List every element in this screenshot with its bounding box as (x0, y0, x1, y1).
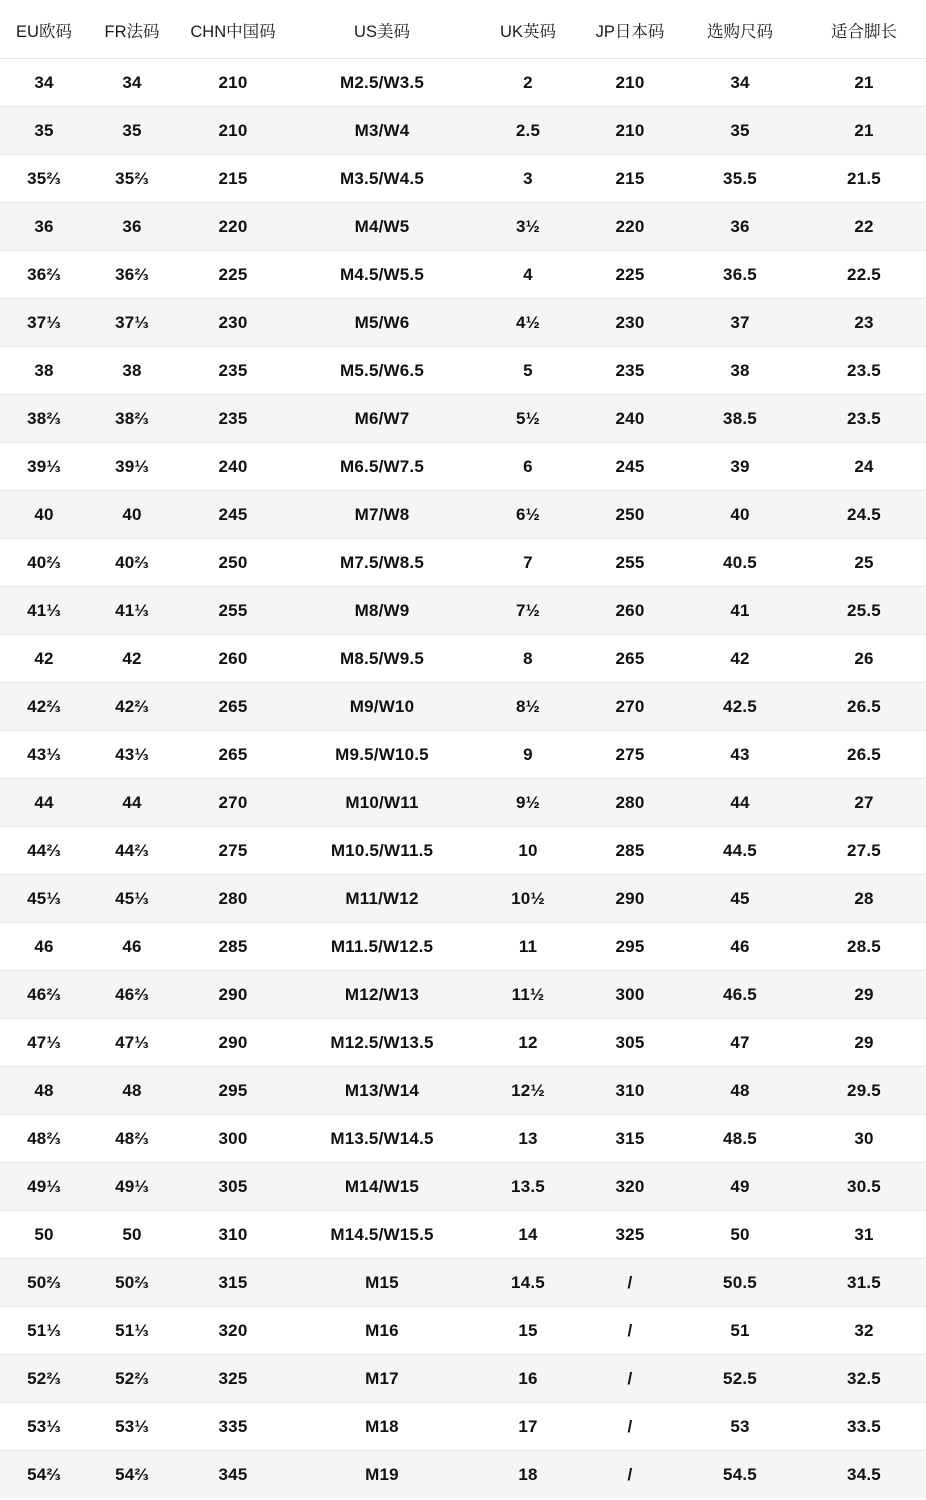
table-cell: 47 (678, 1019, 802, 1067)
table-cell: 21.5 (802, 155, 926, 203)
table-cell: 14.5 (474, 1259, 582, 1307)
table-cell: 40⅔ (88, 539, 176, 587)
table-cell: / (582, 1355, 678, 1403)
table-cell: 12½ (474, 1067, 582, 1115)
table-cell: 270 (582, 683, 678, 731)
table-row (0, 1211, 926, 1259)
table-cell: M9.5/W10.5 (290, 731, 474, 779)
table-cell: 4 (474, 251, 582, 299)
table-cell: 34.5 (802, 1451, 926, 1499)
table-cell: 245 (582, 443, 678, 491)
table-cell: 215 (582, 155, 678, 203)
table-cell: 36⅔ (0, 251, 88, 299)
table-cell: 315 (176, 1259, 290, 1307)
table-cell: 53 (678, 1403, 802, 1451)
table-cell: 50 (0, 1211, 88, 1259)
table-cell: 41⅓ (88, 587, 176, 635)
column-header-jp: JP日本码 (582, 0, 678, 59)
table-cell: 24 (802, 443, 926, 491)
table-cell: 34 (0, 59, 88, 107)
table-row (0, 923, 926, 971)
table-cell: 4½ (474, 299, 582, 347)
table-cell: M4/W5 (290, 203, 474, 251)
table-cell: 54⅔ (88, 1451, 176, 1499)
table-cell: 30.5 (802, 1163, 926, 1211)
table-cell: 325 (582, 1211, 678, 1259)
table-cell: 210 (176, 59, 290, 107)
table-cell: M13.5/W14.5 (290, 1115, 474, 1163)
table-cell: 250 (582, 491, 678, 539)
table-cell: 35⅔ (0, 155, 88, 203)
table-cell: 225 (176, 251, 290, 299)
table-cell: 34 (88, 59, 176, 107)
table-cell: M3.5/W4.5 (290, 155, 474, 203)
table-row (0, 251, 926, 299)
table-cell: 50⅔ (88, 1259, 176, 1307)
table-cell: 39 (678, 443, 802, 491)
table-row (0, 491, 926, 539)
table-cell: M12/W13 (290, 971, 474, 1019)
table-cell: / (582, 1403, 678, 1451)
table-cell: 44⅔ (0, 827, 88, 875)
table-row (0, 827, 926, 875)
table-cell: 40.5 (678, 539, 802, 587)
table-cell: 13.5 (474, 1163, 582, 1211)
table-cell: 44⅔ (88, 827, 176, 875)
table-cell: 3½ (474, 203, 582, 251)
table-cell: 48 (88, 1067, 176, 1115)
table-cell: 270 (176, 779, 290, 827)
table-cell: 30 (802, 1115, 926, 1163)
table-cell: 5 (474, 347, 582, 395)
table-cell: 35⅔ (88, 155, 176, 203)
table-row (0, 203, 926, 251)
table-row (0, 779, 926, 827)
table-cell: 52⅔ (88, 1355, 176, 1403)
table-cell: 22.5 (802, 251, 926, 299)
table-cell: 23.5 (802, 395, 926, 443)
table-cell: 48⅔ (0, 1115, 88, 1163)
table-cell: 50⅔ (0, 1259, 88, 1307)
table-row (0, 635, 926, 683)
table-cell: / (582, 1451, 678, 1499)
table-cell: 48 (678, 1067, 802, 1115)
table-cell: 210 (176, 107, 290, 155)
table-cell: 210 (582, 107, 678, 155)
table-row (0, 1163, 926, 1211)
table-cell: 37⅓ (0, 299, 88, 347)
table-cell: 305 (582, 1019, 678, 1067)
table-row (0, 731, 926, 779)
table-cell: 42 (678, 635, 802, 683)
table-cell: 310 (176, 1211, 290, 1259)
table-cell: M17 (290, 1355, 474, 1403)
column-header-foot: 适合脚长 (802, 0, 926, 59)
table-cell: M5/W6 (290, 299, 474, 347)
table-cell: 43⅓ (88, 731, 176, 779)
table-cell: 230 (582, 299, 678, 347)
table-cell: 5½ (474, 395, 582, 443)
table-cell: 45 (678, 875, 802, 923)
table-cell: M4.5/W5.5 (290, 251, 474, 299)
table-cell: 26 (802, 635, 926, 683)
table-cell: 38.5 (678, 395, 802, 443)
table-cell: 26.5 (802, 731, 926, 779)
table-row (0, 299, 926, 347)
table-cell: 11 (474, 923, 582, 971)
table-cell: M11/W12 (290, 875, 474, 923)
table-cell: 46 (0, 923, 88, 971)
table-cell: 42 (88, 635, 176, 683)
table-cell: 47⅓ (0, 1019, 88, 1067)
table-cell: 39⅓ (0, 443, 88, 491)
table-header (0, 0, 926, 59)
table-cell: 28.5 (802, 923, 926, 971)
column-header-pick: 选购尺码 (678, 0, 802, 59)
table-cell: 9½ (474, 779, 582, 827)
table-cell: 215 (176, 155, 290, 203)
table-cell: 10 (474, 827, 582, 875)
table-cell: 8 (474, 635, 582, 683)
table-cell: 9 (474, 731, 582, 779)
table-cell: 275 (582, 731, 678, 779)
table-cell: 54.5 (678, 1451, 802, 1499)
table-row (0, 347, 926, 395)
table-cell: 21 (802, 59, 926, 107)
table-cell: 36 (678, 203, 802, 251)
table-cell: 18 (474, 1451, 582, 1499)
table-cell: 42 (0, 635, 88, 683)
table-cell: 40 (88, 491, 176, 539)
table-cell: 295 (176, 1067, 290, 1115)
table-cell: 345 (176, 1451, 290, 1499)
table-cell: 51 (678, 1307, 802, 1355)
table-cell: 42.5 (678, 683, 802, 731)
table-cell: 38⅔ (0, 395, 88, 443)
table-cell: 6½ (474, 491, 582, 539)
table-cell: 265 (582, 635, 678, 683)
table-cell: M13/W14 (290, 1067, 474, 1115)
table-cell: M14.5/W15.5 (290, 1211, 474, 1259)
table-row (0, 395, 926, 443)
table-cell: 250 (176, 539, 290, 587)
table-cell: 8½ (474, 683, 582, 731)
table-cell: 230 (176, 299, 290, 347)
table-cell: 31.5 (802, 1259, 926, 1307)
table-cell: 17 (474, 1403, 582, 1451)
table-cell: 7½ (474, 587, 582, 635)
table-cell: 235 (176, 395, 290, 443)
table-cell: 25.5 (802, 587, 926, 635)
table-cell: 310 (582, 1067, 678, 1115)
table-cell: 50 (678, 1211, 802, 1259)
table-cell: 46 (678, 923, 802, 971)
table-cell: 44 (0, 779, 88, 827)
table-cell: M9/W10 (290, 683, 474, 731)
table-cell: 35 (88, 107, 176, 155)
table-cell: 45⅓ (0, 875, 88, 923)
table-cell: 24.5 (802, 491, 926, 539)
table-cell: 3 (474, 155, 582, 203)
table-cell: 290 (582, 875, 678, 923)
table-cell: 265 (176, 731, 290, 779)
table-row (0, 1067, 926, 1115)
table-row (0, 683, 926, 731)
table-cell: M7/W8 (290, 491, 474, 539)
table-cell: M10/W11 (290, 779, 474, 827)
table-cell: 220 (582, 203, 678, 251)
table-body (0, 59, 926, 1499)
table-cell: 255 (176, 587, 290, 635)
table-cell: 48⅔ (88, 1115, 176, 1163)
table-cell: 320 (176, 1307, 290, 1355)
table-cell: 52⅔ (0, 1355, 88, 1403)
table-cell: 280 (582, 779, 678, 827)
table-cell: 325 (176, 1355, 290, 1403)
table-cell: 33.5 (802, 1403, 926, 1451)
table-cell: M16 (290, 1307, 474, 1355)
table-cell: 29 (802, 971, 926, 1019)
table-cell: 12 (474, 1019, 582, 1067)
table-cell: 255 (582, 539, 678, 587)
table-cell: 53⅓ (0, 1403, 88, 1451)
table-cell: 320 (582, 1163, 678, 1211)
table-cell: M10.5/W11.5 (290, 827, 474, 875)
table-row (0, 1451, 926, 1499)
table-cell: 43⅓ (0, 731, 88, 779)
table-cell: 46 (88, 923, 176, 971)
table-cell: 44 (678, 779, 802, 827)
table-cell: 49⅓ (0, 1163, 88, 1211)
table-cell: 50.5 (678, 1259, 802, 1307)
table-cell: 235 (176, 347, 290, 395)
table-cell: 46⅔ (88, 971, 176, 1019)
table-cell: M18 (290, 1403, 474, 1451)
table-row (0, 875, 926, 923)
table-cell: 23 (802, 299, 926, 347)
column-header-us: US美码 (290, 0, 474, 59)
table-cell: 210 (582, 59, 678, 107)
table-cell: 49⅓ (88, 1163, 176, 1211)
table-cell: 280 (176, 875, 290, 923)
table-cell: M3/W4 (290, 107, 474, 155)
table-cell: 40 (0, 491, 88, 539)
table-cell: 38 (88, 347, 176, 395)
column-header-eu: EU欧码 (0, 0, 88, 59)
table-cell: 315 (582, 1115, 678, 1163)
table-row (0, 971, 926, 1019)
table-cell: 40 (678, 491, 802, 539)
table-cell: 35 (678, 107, 802, 155)
table-cell: 36.5 (678, 251, 802, 299)
table-cell: 47⅓ (88, 1019, 176, 1067)
table-row (0, 59, 926, 107)
table-row (0, 587, 926, 635)
table-cell: M19 (290, 1451, 474, 1499)
table-cell: 7 (474, 539, 582, 587)
table-cell: 285 (582, 827, 678, 875)
table-cell: 38 (678, 347, 802, 395)
table-row (0, 1403, 926, 1451)
table-cell: 27 (802, 779, 926, 827)
table-cell: 235 (582, 347, 678, 395)
table-cell: 49 (678, 1163, 802, 1211)
table-cell: 29.5 (802, 1067, 926, 1115)
table-cell: 41 (678, 587, 802, 635)
table-cell: 300 (582, 971, 678, 1019)
table-cell: 37 (678, 299, 802, 347)
table-row (0, 1355, 926, 1403)
table-cell: 26.5 (802, 683, 926, 731)
table-cell: 27.5 (802, 827, 926, 875)
table-cell: 21 (802, 107, 926, 155)
table-row (0, 107, 926, 155)
table-cell: 25 (802, 539, 926, 587)
table-cell: 2.5 (474, 107, 582, 155)
table-cell: M5.5/W6.5 (290, 347, 474, 395)
table-cell: 40⅔ (0, 539, 88, 587)
table-cell: 35 (0, 107, 88, 155)
table-cell: 44.5 (678, 827, 802, 875)
table-cell: M12.5/W13.5 (290, 1019, 474, 1067)
table-row (0, 1307, 926, 1355)
table-cell: 54⅔ (0, 1451, 88, 1499)
table-cell: 32 (802, 1307, 926, 1355)
table-row (0, 1259, 926, 1307)
table-cell: 51⅓ (0, 1307, 88, 1355)
table-cell: 22 (802, 203, 926, 251)
table-cell: 48.5 (678, 1115, 802, 1163)
table-cell: 305 (176, 1163, 290, 1211)
table-row (0, 155, 926, 203)
column-header-chn: CHN中国码 (176, 0, 290, 59)
column-header-fr: FR法码 (88, 0, 176, 59)
table-cell: 41⅓ (0, 587, 88, 635)
column-header-uk: UK英码 (474, 0, 582, 59)
table-cell: 50 (88, 1211, 176, 1259)
table-cell: 6 (474, 443, 582, 491)
table-cell: 275 (176, 827, 290, 875)
table-cell: 37⅓ (88, 299, 176, 347)
table-cell: M6.5/W7.5 (290, 443, 474, 491)
table-cell: 39⅓ (88, 443, 176, 491)
table-cell: 45⅓ (88, 875, 176, 923)
table-cell: 295 (582, 923, 678, 971)
table-cell: 2 (474, 59, 582, 107)
table-cell: 46⅔ (0, 971, 88, 1019)
table-cell: M8.5/W9.5 (290, 635, 474, 683)
table-cell: 11½ (474, 971, 582, 1019)
table-cell: 10½ (474, 875, 582, 923)
table-cell: M11.5/W12.5 (290, 923, 474, 971)
table-cell: 240 (176, 443, 290, 491)
table-cell: M7.5/W8.5 (290, 539, 474, 587)
table-cell: 36 (0, 203, 88, 251)
table-cell: 300 (176, 1115, 290, 1163)
table-cell: / (582, 1307, 678, 1355)
table-row (0, 539, 926, 587)
table-cell: 260 (176, 635, 290, 683)
table-cell: 245 (176, 491, 290, 539)
table-cell: 42⅔ (0, 683, 88, 731)
table-cell: 38 (0, 347, 88, 395)
table-cell: 48 (0, 1067, 88, 1115)
table-cell: M2.5/W3.5 (290, 59, 474, 107)
table-cell: 290 (176, 971, 290, 1019)
table-row (0, 443, 926, 491)
table-cell: 31 (802, 1211, 926, 1259)
table-cell: 16 (474, 1355, 582, 1403)
table-cell: 36 (88, 203, 176, 251)
table-cell: 14 (474, 1211, 582, 1259)
table-row (0, 1019, 926, 1067)
table-cell: 220 (176, 203, 290, 251)
table-cell: M15 (290, 1259, 474, 1307)
table-cell: 260 (582, 587, 678, 635)
table-cell: M8/W9 (290, 587, 474, 635)
table-row (0, 1115, 926, 1163)
header-row (0, 0, 926, 59)
table-cell: / (582, 1259, 678, 1307)
table-cell: 265 (176, 683, 290, 731)
table-cell: 13 (474, 1115, 582, 1163)
table-cell: 15 (474, 1307, 582, 1355)
table-cell: 36⅔ (88, 251, 176, 299)
table-cell: 290 (176, 1019, 290, 1067)
table-cell: 38⅔ (88, 395, 176, 443)
table-cell: 23.5 (802, 347, 926, 395)
table-cell: 42⅔ (88, 683, 176, 731)
table-cell: 225 (582, 251, 678, 299)
table-cell: 335 (176, 1403, 290, 1451)
table-cell: 53⅓ (88, 1403, 176, 1451)
table-cell: 46.5 (678, 971, 802, 1019)
table-cell: 43 (678, 731, 802, 779)
table-cell: 34 (678, 59, 802, 107)
table-cell: 285 (176, 923, 290, 971)
table-cell: 51⅓ (88, 1307, 176, 1355)
table-cell: 35.5 (678, 155, 802, 203)
table-cell: 28 (802, 875, 926, 923)
table-cell: 29 (802, 1019, 926, 1067)
table-cell: 32.5 (802, 1355, 926, 1403)
table-cell: M6/W7 (290, 395, 474, 443)
table-cell: 52.5 (678, 1355, 802, 1403)
table-cell: 44 (88, 779, 176, 827)
table-cell: 240 (582, 395, 678, 443)
table-cell: M14/W15 (290, 1163, 474, 1211)
